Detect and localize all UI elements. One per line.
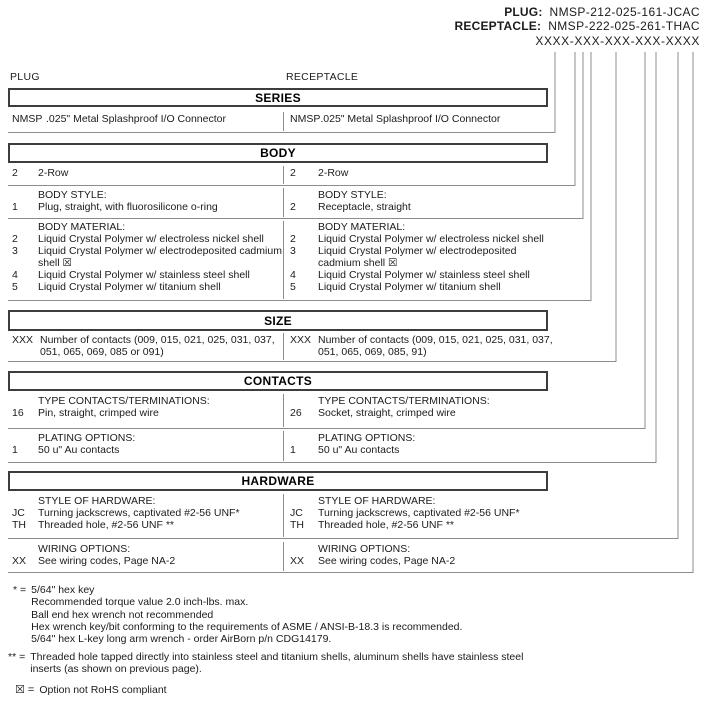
table-row — [8, 334, 283, 358]
table-row — [284, 543, 554, 567]
option-text: Turning jackscrews, captivated #2-56 UNF* — [38, 507, 240, 520]
option-code: XX — [290, 555, 305, 568]
option-code: JC — [290, 507, 303, 520]
row-group-label: WIRING OPTIONS: — [318, 543, 411, 555]
option-code: 2 — [12, 233, 18, 246]
option-code: 1 — [12, 201, 18, 214]
option-text: Liquid Crystal Polymer w/ stainless steel shell — [38, 269, 250, 282]
option-code: 3 — [290, 245, 296, 258]
table-row — [8, 189, 283, 213]
option-code: NMSP — [290, 113, 321, 125]
option-code: 2 — [290, 167, 296, 179]
plug-part-number-value: NMSP-212-025-161-JCAC — [549, 5, 700, 19]
row-group-label: TYPE CONTACTS/TERMINATIONS: — [318, 395, 490, 407]
table-row — [284, 495, 554, 531]
option-code: 1 — [290, 444, 296, 457]
option-text: .025" Metal Splashproof I/O Connector — [320, 113, 501, 125]
row-group-label: BODY MATERIAL: — [318, 221, 406, 233]
option-code: TH — [12, 519, 26, 532]
footnote-star — [13, 584, 462, 645]
option-code: JC — [12, 507, 25, 520]
option-text: .025" Metal Splashproof I/O Connector — [46, 113, 226, 125]
option-text: Threaded hole, #2-56 UNF ** — [318, 519, 454, 532]
option-text: 50 u" Au contacts — [318, 444, 400, 457]
footnote-double-star-marker: ** = — [8, 651, 26, 663]
option-code: 5 — [12, 281, 18, 294]
row-group-label: STYLE OF HARDWARE: — [38, 495, 156, 507]
option-text: Liquid Crystal Polymer w/ electroless nickel shell — [318, 233, 544, 246]
option-code: NMSP — [12, 113, 43, 125]
table-row — [8, 495, 283, 531]
table-row — [8, 543, 283, 567]
section-header-series: SERIES — [8, 88, 548, 107]
option-text: Threaded hole, #2-56 UNF ** — [38, 519, 174, 532]
part-number-mask: XXXX-XXX-XXX-XXX-XXXX — [535, 34, 700, 48]
table-row — [284, 189, 554, 213]
option-code: 5 — [290, 281, 296, 294]
option-text: 2-Row — [38, 167, 69, 179]
option-text: 50 u" Au contacts — [38, 444, 120, 457]
receptacle-part-number-value: NMSP-222-025-261-THAC — [548, 19, 700, 33]
footnote-line: 5/64" hex L-key long arm wrench - order AirBorn p/n CDG14179. — [31, 633, 332, 646]
option-code: 4 — [290, 269, 296, 282]
plug-column-label: PLUG — [10, 71, 40, 83]
option-code: TH — [290, 519, 304, 532]
table-row — [284, 334, 554, 358]
table-row — [8, 395, 283, 419]
plug-part-number-line — [504, 5, 700, 19]
section-header-hardware: HARDWARE — [8, 471, 548, 491]
row-group-label: BODY STYLE: — [38, 189, 107, 201]
table-row — [284, 167, 554, 179]
receptacle-part-number-line — [455, 19, 700, 33]
section-header-size: SIZE — [8, 310, 548, 331]
row-group-label: PLATING OPTIONS: — [318, 432, 416, 444]
option-text: Receptacle, straight — [318, 201, 411, 214]
table-row — [8, 113, 283, 125]
footnote-star-marker: * = — [13, 584, 27, 596]
footnote-line: 5/64" hex key — [31, 584, 95, 596]
option-text: Plug, straight, with fluorosilicone o-ring — [38, 201, 218, 214]
section-header-body: BODY — [8, 143, 548, 163]
option-text: Liquid Crystal Polymer w/ electrodeposited cadmium shell ☒ — [38, 245, 282, 270]
option-text: Number of contacts (009, 015, 021, 025, 031, 037, 051, 065, 069, 085 or 091) — [40, 334, 275, 359]
table-row — [284, 395, 554, 419]
footnote-line: Option not RoHS compliant — [39, 684, 167, 696]
option-text: Turning jackscrews, captivated #2-56 UNF* — [318, 507, 520, 520]
row-group-label: TYPE CONTACTS/TERMINATIONS: — [38, 395, 210, 407]
option-code: 4 — [12, 269, 18, 282]
footnote-line: Hex wrench key/bit conforming to the requirements of ASME / ANSI-B-18.3 is recommended. — [31, 620, 463, 633]
row-group-label: STYLE OF HARDWARE: — [318, 495, 436, 507]
row-group-label: WIRING OPTIONS: — [38, 543, 131, 555]
table-row — [8, 221, 283, 294]
option-code: 2 — [290, 233, 296, 246]
option-text: Liquid Crystal Polymer w/ stainless steel shell — [318, 269, 530, 282]
option-code: 2 — [12, 167, 18, 179]
rohs-not-compliant-icon: ☒ = — [15, 684, 35, 696]
option-text: Pin, straight, crimped wire — [38, 407, 159, 420]
option-code: 16 — [12, 407, 24, 420]
table-row — [8, 432, 283, 456]
receptacle-column-label: RECEPTACLE — [286, 71, 359, 83]
table-row — [284, 432, 554, 456]
option-text: Socket, straight, crimped wire — [318, 407, 456, 420]
option-text: Liquid Crystal Polymer w/ electroless nickel shell — [38, 233, 264, 246]
option-code: 26 — [290, 407, 302, 420]
section-header-contacts: CONTACTS — [8, 371, 548, 391]
table-row — [8, 167, 283, 179]
footnote-line: inserts (as shown on previous page). — [30, 663, 202, 676]
table-row — [284, 221, 554, 294]
option-text: Liquid Crystal Polymer w/ titanium shell — [318, 281, 501, 294]
option-text: 2-Row — [318, 167, 349, 179]
option-code: 1 — [12, 444, 18, 457]
option-code: 3 — [12, 245, 18, 258]
table-row — [284, 113, 554, 125]
option-text: Liquid Crystal Polymer w/ titanium shell — [38, 281, 221, 294]
option-code: 2 — [290, 201, 296, 214]
footnote-line: Recommended torque value 2.0 inch-lbs. max. — [31, 596, 249, 609]
option-text: See wiring codes, Page NA-2 — [318, 555, 456, 568]
option-text: Liquid Crystal Polymer w/ electrodeposited cadmium shell ☒ — [318, 245, 517, 270]
option-text: Number of contacts (009, 015, 021, 025, 031, 037, 051, 065, 069, 085, 91) — [318, 334, 553, 359]
plug-part-number-label: PLUG: — [504, 5, 543, 19]
option-code: XXX — [12, 334, 34, 346]
footnote-line: Threaded hole tapped directly into stainless steel and titanium shells, aluminum shells have stainless steel — [30, 651, 524, 663]
footnote-double-star — [8, 651, 523, 676]
footnote-line: Ball end hex wrench not recommended — [31, 608, 214, 621]
receptacle-part-number-label: RECEPTACLE: — [454, 19, 542, 33]
option-text: See wiring codes, Page NA-2 — [38, 555, 176, 568]
row-group-label: BODY STYLE: — [318, 189, 387, 201]
option-code: XX — [12, 555, 27, 568]
row-group-label: BODY MATERIAL: — [38, 221, 126, 233]
row-group-label: PLATING OPTIONS: — [38, 432, 136, 444]
option-code: XXX — [290, 334, 312, 346]
footnote-rohs — [15, 684, 167, 696]
